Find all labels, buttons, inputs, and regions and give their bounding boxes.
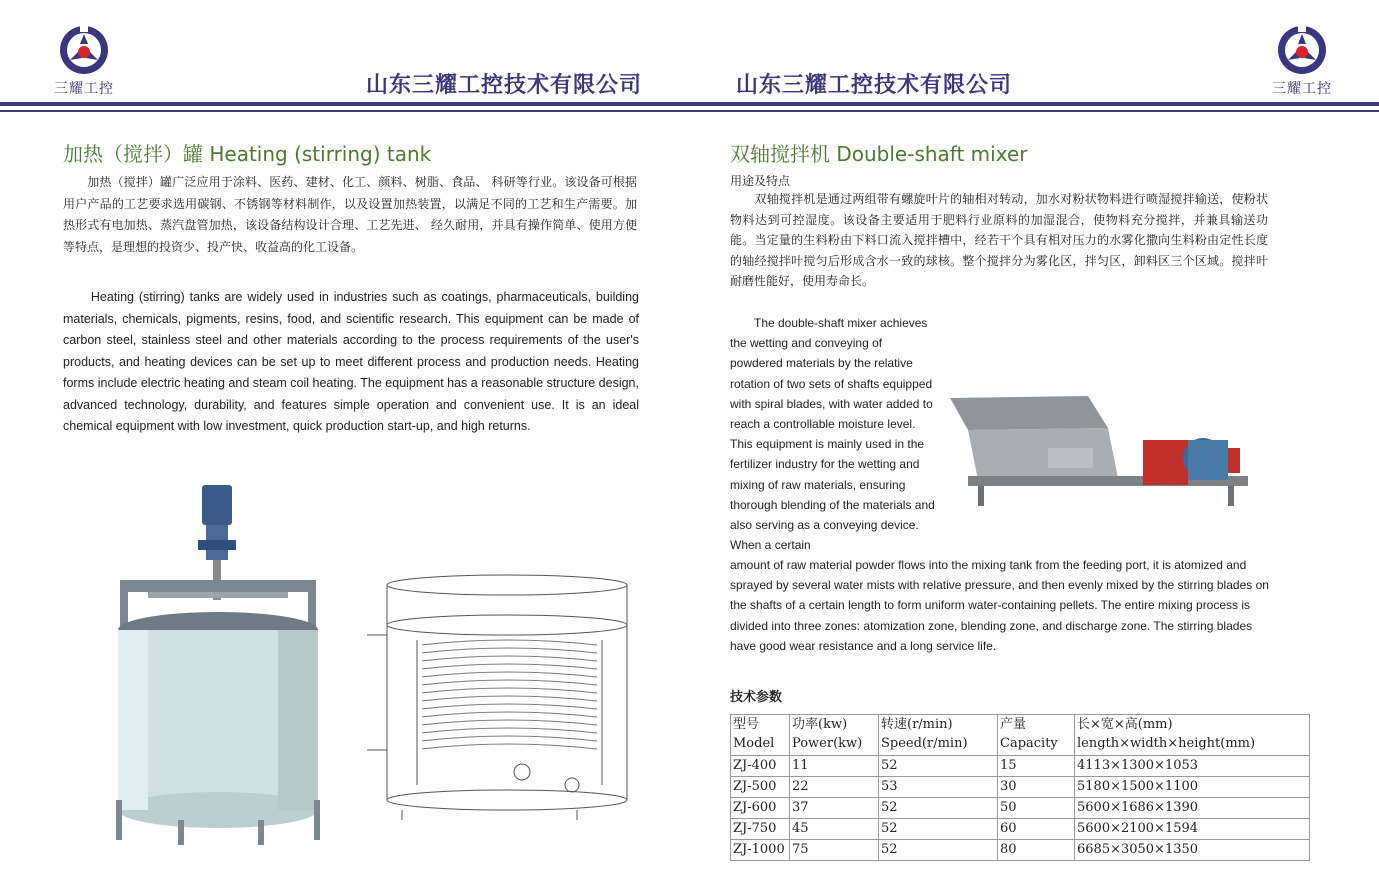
heating-tank-description-cn: 加热（搅拌）罐广泛应用于涂料、医药、建材、化工、颜料、树脂、食品、 科研等行业。该设备可根据用户产品的工艺要求选用碳钢、不锈钢等材料制作，以及设置加热装置，以满足不同的工艺和生产需要。加热形式有电加热、蒸汽盘管加热，该设备结构设计合理、工艺先进、 经久耐用，并具有操作简单、使用方便等特点，是理想的投资少、投产快、收益高的化工设备。 — [63, 175, 637, 254]
cell-model: ZJ-600 — [731, 798, 790, 819]
double-shaft-mixer-photo — [948, 388, 1260, 516]
cell-speed: 52 — [879, 840, 998, 861]
heating-tank-description-en: Heating (stirring) tanks are widely used in industries such as coatings, pharmaceuticals, building materials, chemicals, pigments, resins, food, and scientific research. This equipment can be made of carbon steel, stainless steel and other materials according to the process requirements of the user's products, and heating devices can be set up to meet different process and production needs. Heating forms include electric heating and steam coil heating. The equipment has a reasonable structure design, advanced technology, durability, and features simple operation and convenient use. It is an ideal chemical equipment with low investment, quick production start-up, and high returns. — [63, 290, 639, 433]
header-en: Model — [733, 736, 775, 751]
company-logo-icon — [1276, 24, 1328, 76]
cell-dimensions: 5600×2100×1594 — [1075, 819, 1310, 840]
company-name-left: 山东三耀工控技术有限公司 — [366, 73, 643, 98]
mixer-description-en-part2: amount of raw material powder flows into the mixing tank from the feeding port, it is atomized and sprayed by several water mists with relative pressure, and then evenly mixed by the stirring blades on the shafts of a certain length to form uniform water-containing pellets. The entire mixing process is divided into three zones: atomization zone, blending zone, and discharge zone. The stirring blades have good wear resistance and a long service life. — [730, 558, 1269, 653]
cell-dimensions: 6685×3050×1350 — [1075, 840, 1310, 861]
cell-model: ZJ-1000 — [731, 840, 790, 861]
header-en: Power(kw) — [792, 736, 863, 751]
company-logo-icon — [58, 24, 110, 76]
cell-model: ZJ-500 — [731, 777, 790, 798]
company-logo-left — [44, 24, 124, 98]
cell-power: 11 — [790, 756, 879, 777]
mixer-title: 双轴搅拌机 Double-shaft mixer — [730, 142, 1028, 166]
specs-table — [730, 714, 1310, 861]
header-dimensions — [1075, 715, 1310, 756]
heating-tank-diagram — [352, 570, 654, 860]
cell-power: 45 — [790, 819, 879, 840]
usage-heading: 用途及特点 — [730, 174, 791, 188]
heating-tank-photo — [108, 480, 330, 850]
cell-capacity: 50 — [998, 798, 1075, 819]
cell-dimensions: 5180×1500×1100 — [1075, 777, 1310, 798]
header-speed — [879, 715, 998, 756]
header-rule-thin — [0, 110, 1379, 112]
cell-capacity: 30 — [998, 777, 1075, 798]
table-row — [731, 798, 1310, 819]
table-row — [731, 840, 1310, 861]
cell-power: 75 — [790, 840, 879, 861]
header-cn: 型号 — [733, 717, 760, 732]
header-cn: 转速(r/min) — [881, 717, 953, 732]
cell-dimensions: 5600×1686×1390 — [1075, 798, 1310, 819]
cell-speed: 52 — [879, 819, 998, 840]
cell-model: ZJ-750 — [731, 819, 790, 840]
logo-text: 三耀工控 — [1272, 81, 1332, 97]
header-en: length×width×height(mm) — [1077, 736, 1256, 751]
mixer-description-en-part1: The double-shaft mixer achieves the wetting and conveying of powdered materials by the relative rotation of two sets of shafts equipped with spiral blades, with water added to reach a controllable moisture level. This equipment is mainly used in the fertilizer industry for the wetting and mixing of raw materials, ensuring thorough blending of the materials and also serving as a conveying device. When a certain — [730, 316, 935, 553]
cell-capacity: 60 — [998, 819, 1075, 840]
table-row — [731, 777, 1310, 798]
cell-speed: 52 — [879, 798, 998, 819]
header-rule — [0, 102, 1379, 106]
header-cn: 功率(kw) — [792, 717, 848, 732]
table-header-row — [731, 715, 1310, 756]
header-en: Capacity — [1000, 736, 1058, 751]
mixer-description-cn: 双轴搅拌机是通过两组带有螺旋叶片的轴相对转动，加水对粉状物料进行喷湿搅拌输送，使粉状物料达到可控湿度。该设备主要适用于肥料行业原料的加湿混合，使物料充分搅拌，并兼具输送功能。当定量的生料粉由下料口流入搅拌槽中，经若干个具有相对压力的水雾化撒向生料粉由定性长度的轴经搅拌叶搅匀后形成含水一致的球核。整个搅拌分为雾化区，拌匀区，卸料区三个区域。搅拌叶耐磨性能好，使用寿命长。 — [730, 192, 1268, 288]
cell-capacity: 80 — [998, 840, 1075, 861]
specs-title: 技术参数 — [730, 690, 783, 705]
cell-power: 37 — [790, 798, 879, 819]
cell-dimensions: 4113×1300×1053 — [1075, 756, 1310, 777]
cell-power: 22 — [790, 777, 879, 798]
table-row — [731, 756, 1310, 777]
cell-speed: 52 — [879, 756, 998, 777]
header-capacity — [998, 715, 1075, 756]
header-cn: 长×宽×高(mm) — [1077, 717, 1173, 732]
header-en: Speed(r/min) — [881, 736, 968, 751]
table-row — [731, 819, 1310, 840]
company-name-right: 山东三耀工控技术有限公司 — [736, 73, 1013, 98]
header-power — [790, 715, 879, 756]
header-cn: 产量 — [1000, 717, 1027, 732]
company-logo-right — [1262, 24, 1342, 98]
cell-speed: 53 — [879, 777, 998, 798]
cell-model: ZJ-400 — [731, 756, 790, 777]
heating-tank-title: 加热（搅拌）罐 Heating (stirring) tank — [63, 142, 432, 166]
header-model — [731, 715, 790, 756]
cell-capacity: 15 — [998, 756, 1075, 777]
logo-text: 三耀工控 — [54, 81, 114, 97]
